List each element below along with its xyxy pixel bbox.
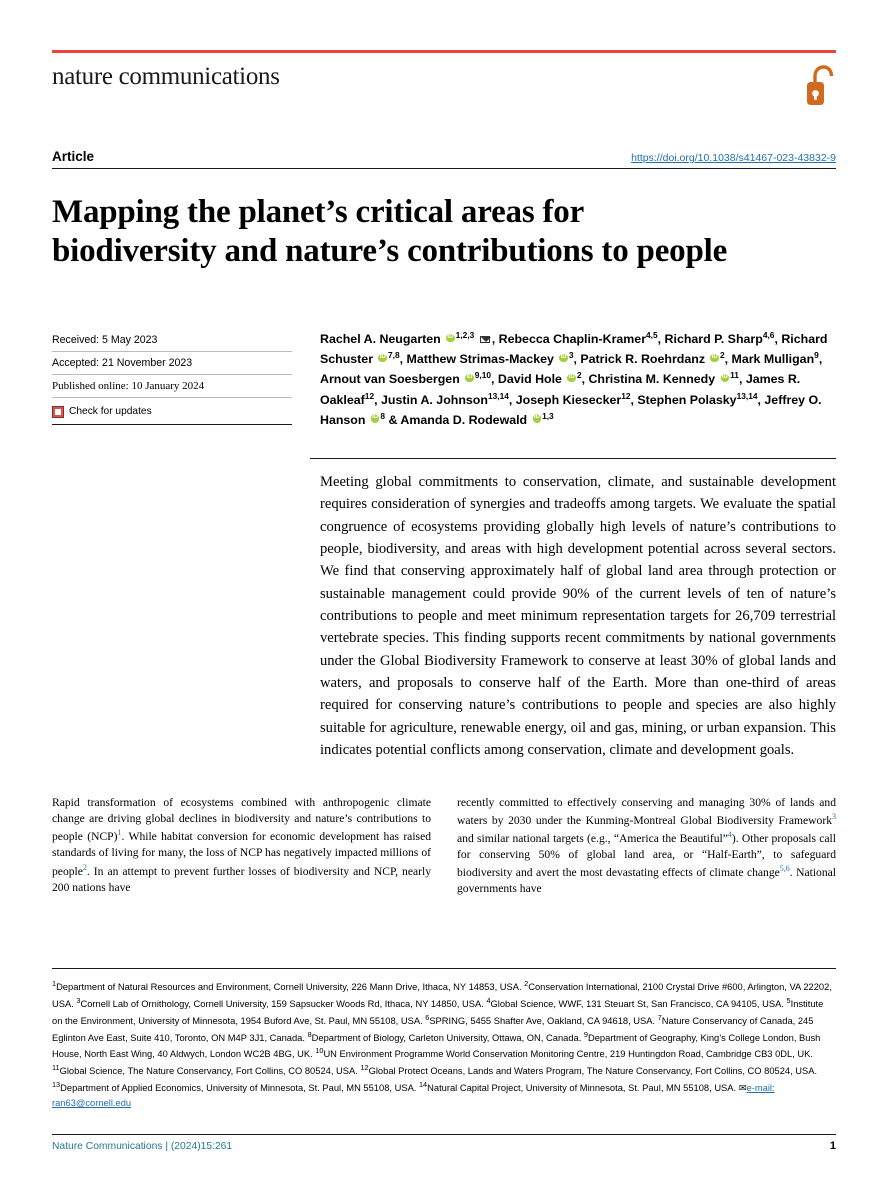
corresponding-email-link: e-mail: ran63@cornell.edu [52, 1083, 775, 1109]
intro-paragraph-left: Rapid transformation of ecosystems combined with anthropogenic climate change are driving global declines in biodiversity and nature’s contributions to people (NCP)$^1$. While habitat conversion for economic development has raised standards of living for many, the loss of NCP has negatively impacted millions of people$^2$. In an attempt to prevent further losses of biodiversity and NCP, nearly 200 nations have [52, 796, 432, 894]
orcid-icon[interactable] [567, 374, 576, 383]
page-number: 1 [829, 1140, 836, 1152]
intro-column-left [52, 795, 431, 897]
footer-citation [52, 1141, 232, 1152]
orcid-icon[interactable] [446, 334, 455, 343]
accepted-date: Accepted: 21 November 2023 [52, 352, 292, 375]
meta-and-authors [52, 329, 836, 430]
intro-column-right [457, 795, 836, 897]
crossmark-icon [52, 406, 64, 418]
publication-history [52, 329, 310, 430]
article-type-bar [52, 149, 836, 169]
orcid-icon[interactable] [533, 414, 542, 423]
introduction-columns [52, 795, 836, 897]
abstract-text: Meeting global commitments to conservation, climate, and sustainable development requires consideration of synergies and tradeoffs among targets. We evaluate the spatial congruence of ecosystems providing globally high levels of nature’s contributions to people, biodiversity, and areas with high development potential across several sectors. We find that conserving approximately half of global land area through protection or sustainable management could provide 90% of the current levels of ten of nature’s contributions to people and meet minimum representation targets for 26,709 terrestrial vertebrate species. This finding supports recent commitments by national governments under the Global Biodiversity Framework to conserve at least 30% of global lands and waters, and proposals to conserve half of the Earth. More than one-third of areas required for conserving nature’s contributions to people and species are also highly suitable for agriculture, renewable energy, oil and gas, mining, or urban expansion. This indicates potential conflicts among conservation, climate and development goals. [320, 473, 836, 758]
journal-name: nature communications [52, 63, 280, 90]
orcid-icon[interactable] [378, 354, 387, 363]
open-access-lock-icon [806, 65, 836, 112]
affiliations: $^1$Department of Natural Resources and Environment, Cornell University, 226 Mann Drive, Ithaca, NY 14853, USA. $^2$Conservation International, 2100 Crystal Drive #600, Arlington, VA 22202, USA. $^3$Cornell Lab of Ornithology, Cornell University, 159 Sapsucker Woods Rd, Ithaca, NY 14850, USA. $^4$Global Science, WWF, 131 Steuart St, San Francisco, CA 94105, USA. $^5$Institute on the Environment, University of Minnesota, 1954 Buford Ave, St. Paul, MN 55108, USA. $^6$SPRING, 5455 Shafter Ave, Oakland, CA 94618, USA. $^7$Nature Conservancy of Canada, 245 Eglinton Ave East, Suite 410, Toronto, ON M4P 3J1, Canada. $^8$Department of Biology, Carleton University, Ottawa, ON, Canada. $^9$Department of Geography, King’s College London, Bush House, North East Wing, 40 Aldwych, London WC2B 4BG, UK. $^{10}$UN Environment Programme World Conservation Monitoring Centre, 219 Huntingdon Road, Cambridge CB3 0DL, UK. $^{11}$Global Science, The Nature Conservancy, Fort Collins, CO 80524, USA. $^{12}$Global Protect Oceans, Lands and Waters Program, The Nature Conservancy, Fort Collins, CO 80524, USA. $^{13}$Department of Applied Economics, University of Minnesota, St. Paul, MN 55108, USA. $^{14}$Natural Capital Project, University of Minnesota, St. Paul, MN 55108, USA. ✉e-mail: ran63@cornell.edu [52, 968, 836, 1111]
abstract-section [52, 458, 836, 761]
footer-journal-name: Nature Communications [52, 1141, 163, 1152]
doi-link[interactable]: https://doi.org/10.1038/s41467-023-43832-9 [631, 152, 836, 164]
email-icon[interactable] [480, 336, 490, 343]
published-date: Published online: 10 January 2024 [52, 375, 292, 398]
abstract-body [310, 458, 836, 761]
orcid-icon[interactable] [371, 414, 380, 423]
abstract-spacer [52, 458, 310, 761]
orcid-icon[interactable] [559, 354, 568, 363]
masthead [52, 53, 836, 112]
intro-paragraph-right: recently committed to effectively conserving and managing 30% of lands and waters by 2030 under the Kunming-Montreal Global Biodiversity Framework$^3$ and similar national targets (e.g., “America the Beautiful”$^4$). Other proposals call for conserving 50% of global land area, or “Half-Earth”, to safeguard biodiversity and avert the most devastating effects of climate change$^{5,6}$. National governments have [457, 796, 837, 896]
check-for-updates-label: Check for updates [69, 406, 152, 418]
article-label: Article [52, 149, 95, 164]
orcid-icon[interactable] [710, 354, 719, 363]
page-title: Mapping the planet’s critical areas for biodiversity and nature’s contributions to people [52, 194, 728, 269]
footer-citation-text: | (2024)15:261 [165, 1141, 233, 1152]
orcid-icon[interactable] [721, 374, 730, 383]
orcid-icon[interactable] [465, 374, 474, 383]
received-date: Received: 5 May 2023 [52, 329, 292, 352]
check-for-updates-button[interactable] [52, 398, 292, 425]
author-list: Rachel A. Neugarten iD$^{1,2,3}$ , Rebecca Chaplin-Kramer$^{4,5}$, Richard P. Sharp$^{4,6}$, Richard Schuster iD$^{7,8}$, Matthew Strimas-Mackey $iD^3$, Patrick R. Roehrdanz $iD^2$, Mark Mulligan$^9$, Arnout van Soesbergen iD$^{9,10}$, David Hole $iD^2$, Christina M. Kennedy $iD^{11}$, James R. Oakleaf$^{12}$, Justin A. Johnson$^{13,14}$, Joseph Kiesecker$^{12}$, Stephen Polasky$^{13,14}$, Jeffrey O. Hanson $iD^8$ & Amanda D. Rodewald iD$^{1,3}$ [310, 329, 836, 430]
page-footer [52, 1134, 836, 1152]
